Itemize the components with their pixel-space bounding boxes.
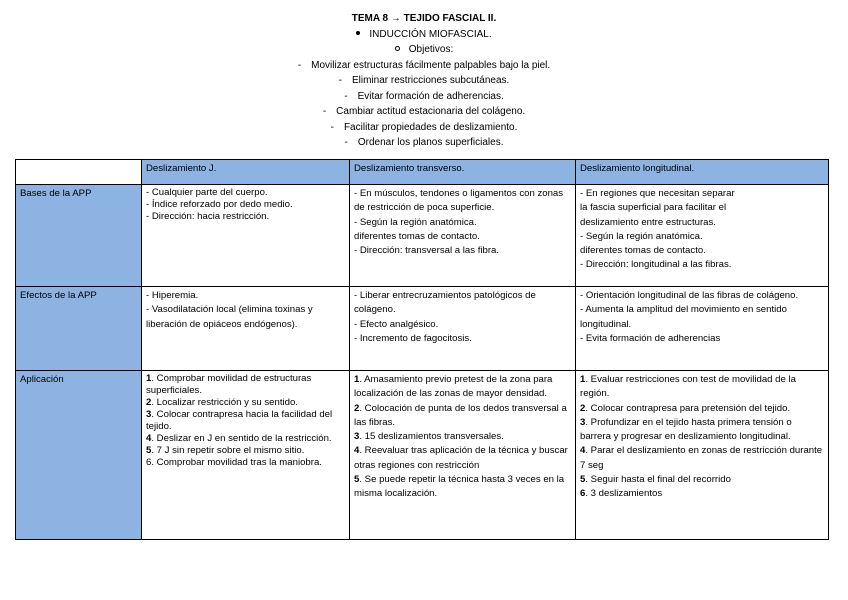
- step-number: 3: [354, 431, 360, 443]
- cell-content: [350, 371, 576, 540]
- cell-line: [580, 444, 824, 473]
- cell-line: - En regiones que necesitan separar: [580, 188, 735, 199]
- bullet-dot-icon: [356, 31, 360, 35]
- step-number: 1: [354, 374, 360, 385]
- objective-text: Evitar formación de adherencias.: [357, 90, 504, 102]
- cell-line: [580, 402, 824, 416]
- cell-line: - Aumenta la amplitud del movimiento en sentido longitudinal.: [580, 304, 787, 330]
- bullet-text: Objetivos:: [408, 44, 454, 55]
- cell-line: [580, 416, 824, 445]
- objective-item: - Cambiar actitud estacionaria del colágeno.: [322, 106, 526, 117]
- objective-text: Ordenar los planos superficiales.: [357, 137, 504, 148]
- cell-line: [354, 402, 571, 431]
- cell-line: - Según la región anatómica.: [354, 216, 477, 228]
- step-number: 5: [146, 445, 152, 456]
- cell-line: [580, 487, 824, 501]
- cell-line: [146, 457, 345, 469]
- cell-content: [350, 287, 576, 371]
- objective-text: Movilizar estructuras fácilmente palpables bajo la piel.: [311, 59, 551, 71]
- step-number: 5: [354, 474, 360, 486]
- cell-line: - Orientación longitudinal de las fibras de colágeno.: [580, 290, 799, 301]
- cell-line: [354, 430, 571, 444]
- objective-text: Eliminar restricciones subcutáneas.: [352, 75, 510, 86]
- objective-text: Cambiar actitud estacionaria del colágeno.: [336, 106, 526, 117]
- bullet-objetivos: [0, 42, 848, 58]
- cell-line: - Hiperemia.: [146, 290, 199, 301]
- step-number: 5: [580, 474, 586, 486]
- row-label: Bases de la APP: [16, 185, 142, 287]
- cell-content: [142, 185, 350, 287]
- row-label: Efectos de la APP: [16, 287, 142, 371]
- cell-line: - Dirección: hacia restricción.: [146, 211, 270, 222]
- step-number: 3: [580, 416, 586, 428]
- step-number: 4: [146, 433, 152, 444]
- step-text: . Parar el deslizamiento en zonas de restricción durante 7 seg: [580, 445, 823, 471]
- cell-line: diferentes tomas de contacto.: [580, 245, 706, 257]
- step-text: . Colocar contrapresa hacia la facilidad del tejido.: [146, 409, 333, 432]
- bullet-text: INDUCCIÓN MIOFASCIAL.: [369, 28, 492, 40]
- step-number: 2: [146, 397, 152, 408]
- step-text: . Profundizar en el tejido hasta primera tensión o barrera y progresar en deslizamiento longitudinal.: [580, 416, 792, 443]
- objective-item: - Eliminar restricciones subcutáneas.: [338, 75, 510, 86]
- step-text: . Reevaluar tras aplicación de la técnica y buscar otras regiones con restricción: [354, 445, 568, 471]
- document-header: [0, 11, 848, 151]
- step-text: . 3 deslizamientos: [585, 488, 663, 500]
- objective-item: - Ordenar los planos superficiales.: [344, 137, 504, 148]
- step-number: 3: [146, 409, 152, 420]
- cell-line: - Evita formación de adherencias: [580, 332, 721, 344]
- cell-line: [354, 473, 571, 502]
- objective-text: Facilitar propiedades de deslizamiento.: [343, 121, 518, 133]
- cell-line: [146, 409, 345, 433]
- row-label: Aplicación: [16, 371, 142, 540]
- header-cell-transverso: Deslizamiento transverso.: [350, 160, 576, 185]
- step-text: . 15 deslizamientos transversales.: [359, 431, 504, 443]
- circle-bullet-icon: [395, 46, 400, 51]
- cell-line: - Cualquier parte del cuerpo.: [146, 187, 268, 198]
- cell-line: [354, 444, 571, 473]
- header-cell-longitudinal: Deslizamiento longitudinal.: [576, 160, 829, 185]
- table-row: [16, 185, 829, 287]
- cell-content: [142, 287, 350, 371]
- step-number: 4: [580, 445, 586, 457]
- step-number: 6: [580, 488, 586, 500]
- page-title: TEMA 8 → TEJIDO FASCIAL II.: [351, 13, 497, 24]
- header-cell-j: Deslizamiento J.: [142, 160, 350, 185]
- objective-item: - Facilitar propiedades de deslizamiento.: [330, 121, 518, 133]
- step-text: . Colocación de punta de los dedos transversal a las fibras.: [354, 402, 567, 428]
- cell-line: - Dirección: longitudinal a las fibras.: [580, 259, 732, 271]
- cell-line: deslizamiento entre estructuras.: [580, 216, 716, 228]
- cell-line: - En músculos, tendones o ligamentos con zonas de restricción de poca superficie.: [354, 188, 564, 214]
- step-number: 2: [354, 402, 360, 414]
- cell-line: la fascia superficial para facilitar el: [580, 202, 727, 214]
- table-row: [16, 371, 829, 540]
- cell-line: [354, 373, 571, 402]
- cell-line: - Según la región anatómica.: [580, 230, 703, 242]
- step-text: . 7 J sin repetir sobre el mismo sitio.: [151, 445, 305, 456]
- cell-content: [576, 185, 829, 287]
- step-number: 1: [146, 373, 152, 384]
- step-text: 6. Comprobar movilidad tras la maniobra.: [146, 457, 322, 468]
- cell-line: - Incremento de fagocitosis.: [354, 332, 472, 344]
- cell-line: - Efecto analgésico.: [354, 318, 439, 330]
- step-text: . Localizar restricción y su sentido.: [151, 397, 298, 408]
- step-number: 2: [580, 402, 586, 414]
- step-text: . Deslizar en J en sentido de la restricción.: [151, 433, 332, 444]
- cell-content: [576, 287, 829, 371]
- cell-line: - Liberar entrecruzamientos patológicos de colágeno.: [354, 290, 536, 316]
- cell-line: diferentes tomas de contacto.: [354, 230, 480, 242]
- cell-content: [142, 371, 350, 540]
- cell-content: [576, 371, 829, 540]
- step-text: . Evaluar restricciones con test de movilidad de la región.: [580, 374, 796, 400]
- cell-line: - Dirección: transversal a las fibra.: [354, 245, 500, 257]
- cell-line: [146, 397, 345, 409]
- step-text: . Colocar contrapresa para pretensión del tejido.: [585, 402, 791, 414]
- techniques-table: [15, 159, 829, 540]
- step-text: . Comprobar movilidad de estructuras superficiales.: [146, 373, 312, 396]
- header-cell-empty: [16, 160, 142, 185]
- table-header-row: [16, 160, 829, 185]
- objective-item: - Movilizar estructuras fácilmente palpables bajo la piel.: [297, 59, 551, 71]
- cell-line: [146, 373, 345, 397]
- step-text: . Amasamiento previo pretest de la zona para localización de las zonas de mayor densidad.: [354, 374, 553, 400]
- step-text: . Seguir hasta el final del recorrido: [585, 474, 731, 486]
- cell-line: - Índice reforzado por dedo medio.: [146, 199, 293, 210]
- bullet-induccion: [0, 27, 848, 43]
- objective-item: - Evitar formación de adherencias.: [344, 90, 504, 102]
- table-row: [16, 287, 829, 371]
- cell-content: [350, 185, 576, 287]
- cell-line: [146, 433, 345, 445]
- cell-line: [580, 473, 824, 487]
- cell-line: [580, 373, 824, 402]
- cell-line: [146, 445, 345, 457]
- step-number: 4: [354, 445, 360, 457]
- step-number: 1: [580, 374, 586, 385]
- step-text: . Se puede repetir la técnica hasta 3 veces en la misma localización.: [354, 474, 565, 500]
- cell-line: - Vasodilatación local (elimina toxinas y liberación de opiáceos endógenos).: [146, 304, 313, 330]
